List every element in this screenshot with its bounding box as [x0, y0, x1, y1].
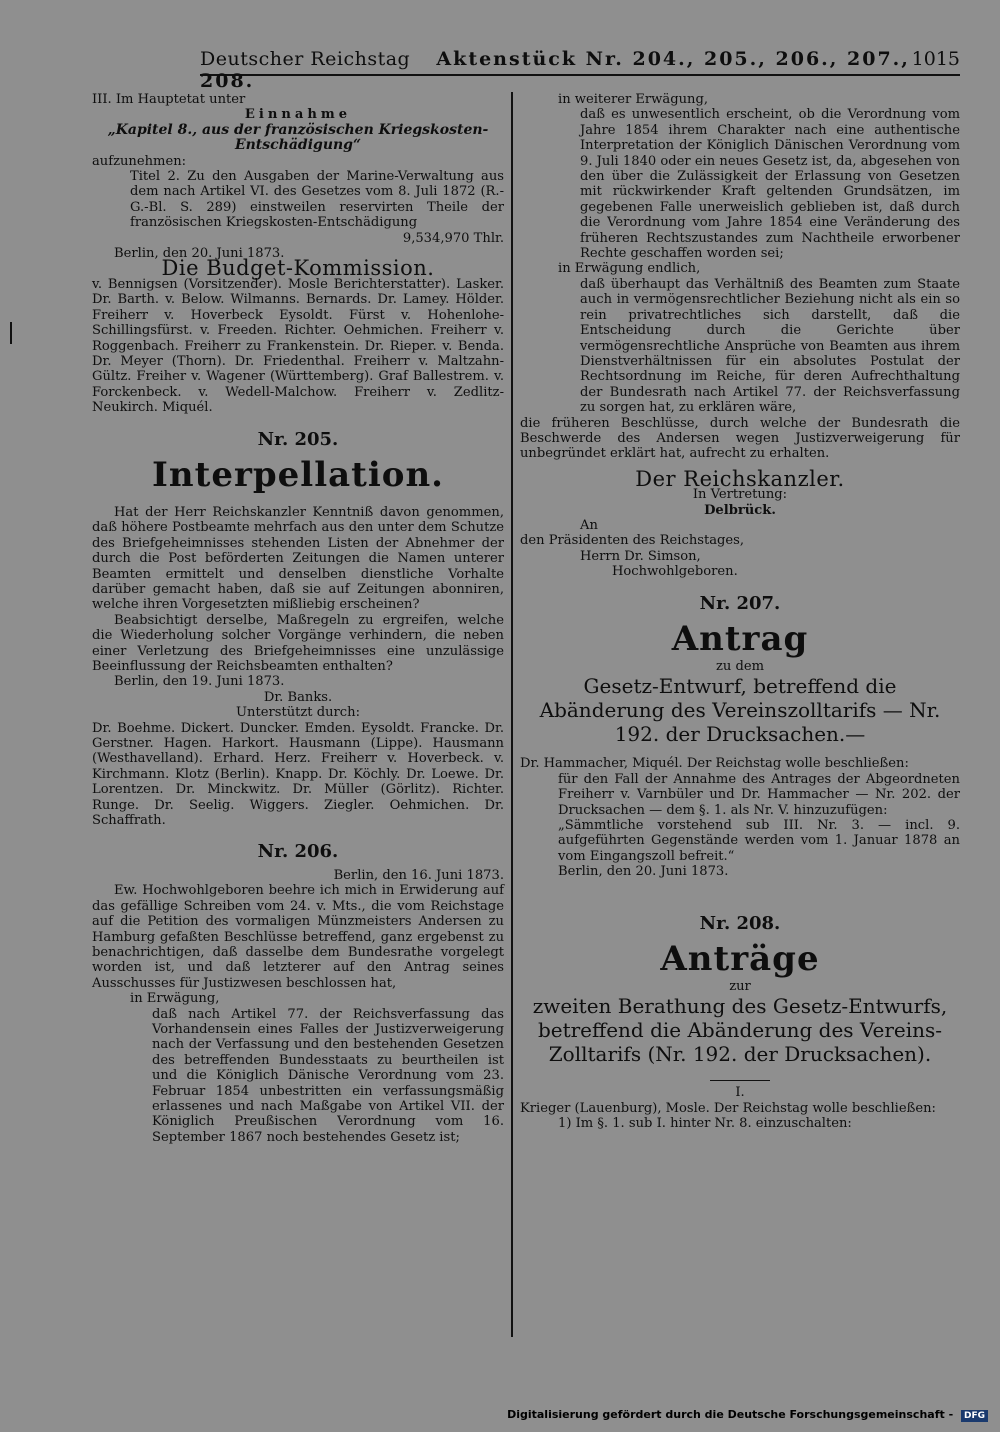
- kapitel-heading: „Kapitel 8., aus der französischen Kriegskosten-Entschädigung“: [107, 121, 489, 154]
- date-line: Berlin, den 19. Juni 1873.: [114, 674, 285, 690]
- supporters-heading: Unterstützt durch:: [236, 705, 360, 721]
- right-column: [520, 92, 960, 1132]
- amount: 9,534,970 Thlr.: [402, 230, 504, 246]
- paragraph: in weiterer Erwägung,: [558, 92, 708, 107]
- members-list: v. Bennigsen (Vorsitzender). Mosle Berichterstatter). Lasker. Dr. Barth. v. Below. Wilmanns. Bernards. Dr. Lamey. Hölder. Freiherr v. Hoverbeck Eysoldt. Fürst v. Hohenlohe-Schillingsfürst. v. Freeden. Richter. Oehmichen. Freiherr v. Roggenbach. Freiherr zu Frankenstein. Dr. Rieper. v. Benda. Dr. Meyer (Thorn). Dr. Friedenthal. Freiherr v. Maltzahn-Gültz. Freiher v. Wagener (Württemberg). Graf Ballestrem. v. Forckenbeck. v. Wedell-Malchow. Freiherr v. Zedlitz-Neukirch. Miquél.: [92, 276, 504, 416]
- paragraph: Dr. Hammacher, Miquél. Der Reichstag wolle beschließen:: [520, 756, 909, 772]
- section-number-208: Nr. 208.: [699, 912, 781, 934]
- address-line: An: [580, 517, 598, 533]
- section-iii-heading: III. Im Hauptetat unter: [92, 92, 246, 107]
- column-divider: [511, 92, 513, 1337]
- paragraph: daß es unwesentlich erscheint, ob die Verordnung vom Jahre 1854 ihrem Charakter nach eine authentische Interpretation der Königlich Dänischen Verordnung vom 9. Juli 1840 oder ein neues Gesetz ist, da, abgesehen von den über die Zulässigkeit der Erlassung von Gesetzen mit rückwirkender Kraft geltenden Grundsätzen, im gegebenen Falle unerweislich geblieben ist, daß durch die Verordnung vom Jahre 1854 eine Veränderung des früheren Rechtszustandes zum Nachtheile erworbener Rechte geschaffen worden sei;: [580, 107, 960, 262]
- paragraph: daß nach Artikel 77. der Reichsverfassung das Vorhandensein eines Falles der Justizverweigerung nach der Verfassung und den bestehenden Gesetzen des betreffenden Bundesstaats zu beurtheilen ist und die Königlich Dänische Verordnung vom 23. Februar 1854 unbestritten ein verfassungsmäßig erlassenes und nach Maßgabe von Artikel VII. der Königlich Preußischen Verordnung vom 16. September 1867 noch bestehendes Gesetz ist;: [152, 1006, 504, 1145]
- left-column: [92, 92, 504, 1145]
- section-title-antrag: Antrag: [671, 619, 809, 659]
- einnahme-heading: Einnahme: [244, 107, 352, 123]
- paragraph: Beabsichtigt derselbe, Maßregeln zu ergreifen, welche die Wiederholung solcher Vorgänge verhindern, die neben einer Verletzung des Briefgeheimnisses eine unzulässige Beeinflussung der Reichsbeamten enthalten?: [92, 612, 504, 674]
- margin-mark: [10, 322, 12, 344]
- header-title: Deutscher Reichstag: [200, 48, 411, 70]
- signature: Delbrück.: [704, 502, 776, 518]
- section-title-antraege: Anträge: [660, 939, 820, 980]
- section-number-206: Nr. 206.: [257, 841, 339, 863]
- separator-rule: [710, 1080, 770, 1081]
- paragraph: In Vertretung:: [692, 487, 788, 503]
- paragraph: in Erwägung endlich,: [558, 261, 701, 277]
- paragraph: Ew. Hochwohlgeboren beehre ich mich in Erwiderung auf das gefällige Schreiben vom 24. v. Mts., die vom Reichstage auf die Petition des vormaligen Münzmeisters Andersen zu Hamburg gefaßten Beschlüsse betreffend, ganz ergebenst zu benachrichtigen, daß dasselbe dem Bundesrathe vorgelegt worden ist, und daß letzterer auf den Antrag seines Ausschusses für Justizwesen beschlossen hat,: [92, 883, 504, 991]
- date-line: Berlin, den 20. Juni 1873.: [114, 246, 285, 262]
- credit-text: Digitalisierung gefördert durch die Deutsche Forschungsgemeinschaft -: [507, 1408, 954, 1421]
- page-number: 1015: [911, 48, 960, 70]
- date-line: Berlin, den 20. Juni 1873.: [558, 864, 729, 880]
- section-subtitle: Gesetz-Entwurf, betreffend die Abänderung des Vereinszolltarifs — Nr. 192. der Drucksachen.—: [539, 674, 941, 747]
- paragraph: die früheren Beschlüsse, durch welche der Bundesrath die Beschwerde des Andersen wegen Justizverweigerung für unbegründet erklärt hat, aufrecht zu erhalten.: [520, 415, 960, 462]
- subsection-number: I.: [735, 1085, 745, 1101]
- spacer: [520, 880, 960, 900]
- dfg-logo: DFG: [961, 1410, 988, 1422]
- paragraph: 1) Im §. 1. sub I. hinter Nr. 8. einzuschalten:: [558, 1116, 852, 1132]
- paragraph: daß überhaupt das Verhältniß des Beamten zum Staate auch in vermögensrechtlicher Beziehung nicht als ein so rein privatrechtliches sich darstellt, daß die Entscheidung durch die Gerichte über vermögensrechtliche Ansprüche von Beamten aus ihrem Dienstverhältnissen für ein absolutes Postulat der Rechtsordnung im Reiche, für deren Aufrechthaltung der Bundesrath nach Artikel 77. der Reichsverfassung zu sorgen hat, zu erklären wäre,: [580, 276, 960, 416]
- spacer: [92, 495, 504, 505]
- paragraph: aufzunehmen:: [92, 153, 187, 169]
- paragraph: Krieger (Lauenburg), Mosle. Der Reichstag wolle beschließen:: [520, 1100, 936, 1116]
- signature-budget-kommission: Die Budget-Kommission.: [161, 256, 435, 281]
- header-aktenstueck: Aktenstück Nr. 204., 205., 206., 207., 208.: [200, 48, 910, 92]
- section-title-interpellation: Interpellation.: [152, 454, 444, 495]
- paragraph: zur: [729, 979, 751, 995]
- section-number-207: Nr. 207.: [699, 592, 781, 614]
- signature-reichskanzler: Der Reichskanzler.: [635, 466, 845, 491]
- paragraph: Hat der Herr Reichskanzler Kenntniß davon genommen, daß höhere Postbeamte mehrfach aus den unter dem Schutze des Briefgeheimnisses stehenden Listen der Abnehmer der durch die Post beförderten Zeitungen die Namen unterer Beamten ermittelt und denselben dienstliche Vorhalte darüber gemacht haben, daß sie auf Zeitungen abonniren, welche ihren Vorgesetzten mißliebig erscheinen?: [92, 504, 504, 613]
- paragraph: für den Fall der Annahme des Antrages der Abgeordneten Freiherr v. Varnbüler und Dr. Hammacher — Nr. 202. der Drucksachen — dem §. 1. als Nr. V. hinzuzufügen:: [558, 771, 960, 818]
- running-header: [200, 48, 960, 92]
- address-line: Hochwohlgeboren.: [612, 564, 738, 580]
- address-line: den Präsidenten des Reichstages,: [520, 533, 745, 549]
- titel-2-text: Titel 2. Zu den Ausgaben der Marine-Verwaltung aus dem nach Artikel VI. des Gesetzes vom 8. Juli 1872 (R.-G.-Bl. S. 289) einstweilen reservirten Theile der französischen Kriegskosten-Entschädigung: [130, 169, 504, 231]
- digitization-credit: [507, 1408, 988, 1424]
- paragraph: in Erwägung,: [130, 991, 220, 1007]
- date-line: Berlin, den 16. Juni 1873.: [333, 867, 504, 883]
- spacer: [520, 746, 960, 756]
- paragraph: zu dem: [715, 659, 765, 674]
- section-subtitle: zweiten Berathung des Gesetz-Entwurfs, betreffend die Abänderung des Vereins-Zolltarifs (Nr. 192. der Drucksachen).: [532, 994, 948, 1067]
- address-line: Herrn Dr. Simson,: [580, 548, 701, 564]
- signature: Dr. Banks.: [263, 689, 333, 705]
- header-title-line: [200, 48, 960, 92]
- quote: „Sämmtliche vorstehend sub III. Nr. 3. — incl. 9. aufgeführten Gegenstände werden vom 1. Januar 1878 an vom Eingangszoll befreit.“: [558, 818, 960, 864]
- supporters-list: Dr. Boehme. Dickert. Duncker. Emden. Eysoldt. Francke. Dr. Gerstner. Hagen. Harkort. Hausmann (Lippe). Hausmann (Westhavelland). Erhard. Herz. Freiherr v. Hoverbeck. v. Kirchmann. Klotz (Berlin). Knapp. Dr. Köchly. Dr. Loewe. Dr. Lorentzen. Dr. Minckwitz. Dr. Müller (Görlitz). Richter. Runge. Dr. Seelig. Wiggers. Ziegler. Oehmichen. Dr. Schaffrath.: [92, 720, 504, 829]
- section-number-205: Nr. 205.: [257, 428, 339, 450]
